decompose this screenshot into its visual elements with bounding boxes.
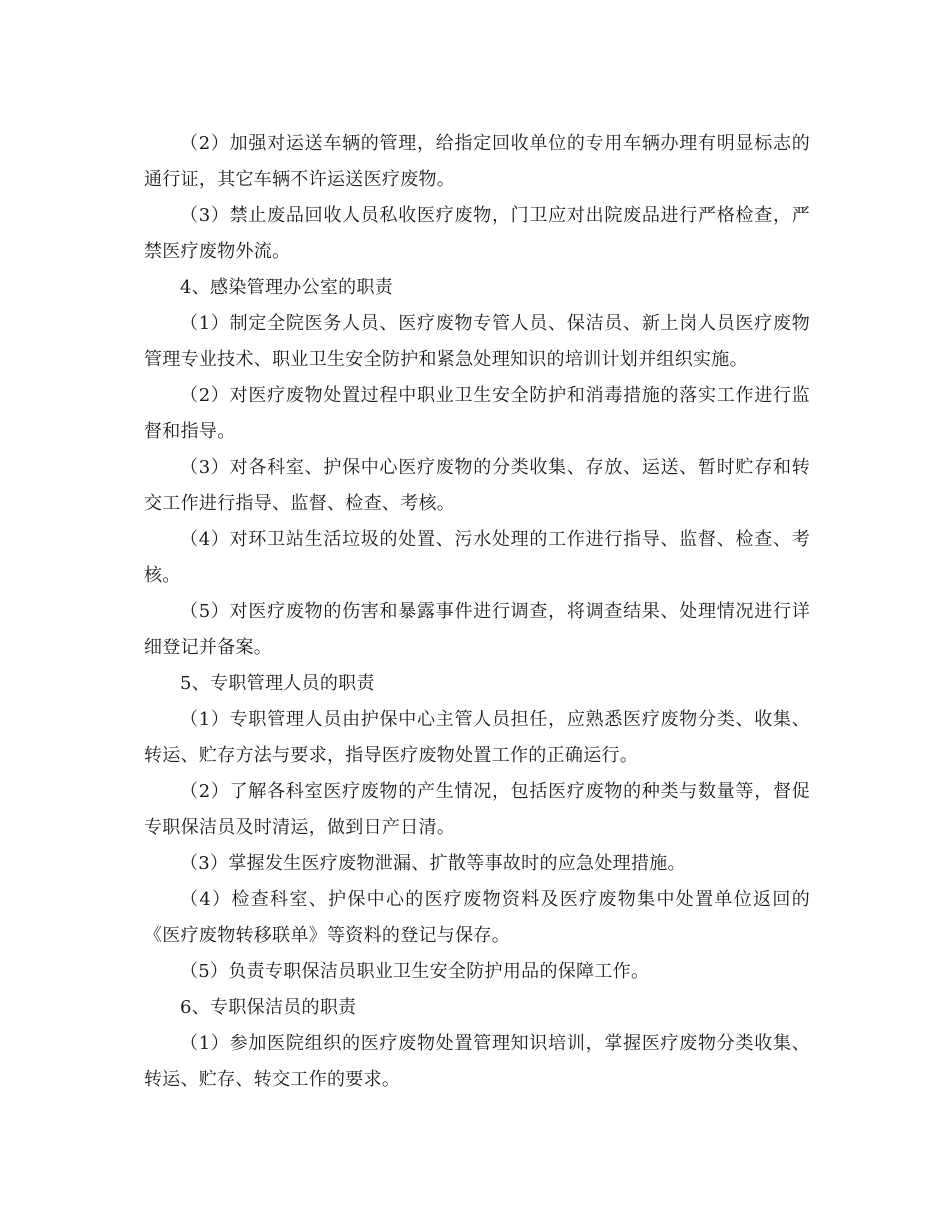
section-heading-cleaner: 6、专职保洁员的职责 — [180, 997, 357, 1018]
paragraph-emergency-measures: （3）掌握发生医疗废物泄漏、扩散等事故时的应急处理措施。 — [180, 853, 686, 874]
paragraph-department-guidance: （3）对各科室、护保中心医疗废物的分类收集、存放、运送、暂时贮存和转交工作进行指导、监督、检查、考核。 — [144, 457, 810, 514]
paragraph-training-plan: （1）制定全院医务人员、医疗废物专管人员、保洁员、新上岗人员医疗废物管理专业技术、职业卫生安全防护和紧急处理知识的培训计划并组织实施。 — [144, 313, 810, 370]
paragraph-sanitation-station: （4）对环卫站生活垃圾的处置、污水处理的工作进行指导、监督、检查、考核。 — [144, 529, 810, 586]
paragraph-supervision: （2）对医疗废物处置过程中职业卫生安全防护和消毒措施的落实工作进行监督和指导。 — [144, 385, 810, 442]
section-heading-infection-office: 4、感染管理办公室的职责 — [180, 277, 394, 298]
paragraph-transport-vehicles: （2）加强对运送车辆的管理，给指定回收单位的专用车辆办理有明显标志的通行证，其它车辆不许运送医疗废物。 — [144, 133, 810, 190]
paragraph-waste-recycling-ban: （3）禁止废品回收人员私收医疗废物，门卫应对出院废品进行严格检查，严禁医疗废物外流。 — [144, 205, 810, 262]
paragraph-incident-investigation: （5）对医疗废物的伤害和暴露事件进行调查，将调查结果、处理情况进行详细登记并备案。 — [144, 601, 810, 658]
paragraph-manager-role: （1）专职管理人员由护保中心主管人员担任，应熟悉医疗废物分类、收集、转运、贮存方法与要求，指导医疗废物处置工作的正确运行。 — [144, 709, 810, 766]
paragraph-production-status: （2）了解各科室医疗废物的产生情况，包括医疗废物的种类与数量等，督促专职保洁员及时清运，做到日产日清。 — [144, 781, 810, 838]
document-body — [144, 126, 810, 1098]
paragraph-records-check: （4）检查科室、护保中心的医疗废物资料及医疗废物集中处置单位返回的《医疗废物转移联单》等资料的登记与保存。 — [144, 889, 810, 946]
section-heading-full-time-manager: 5、专职管理人员的职责 — [180, 673, 375, 694]
paragraph-protective-supplies: （5）负责专职保洁员职业卫生安全防护用品的保障工作。 — [180, 961, 650, 982]
paragraph-cleaner-training: （1）参加医院组织的医疗废物处置管理知识培训，掌握医疗废物分类收集、转运、贮存、转交工作的要求。 — [144, 1033, 810, 1090]
